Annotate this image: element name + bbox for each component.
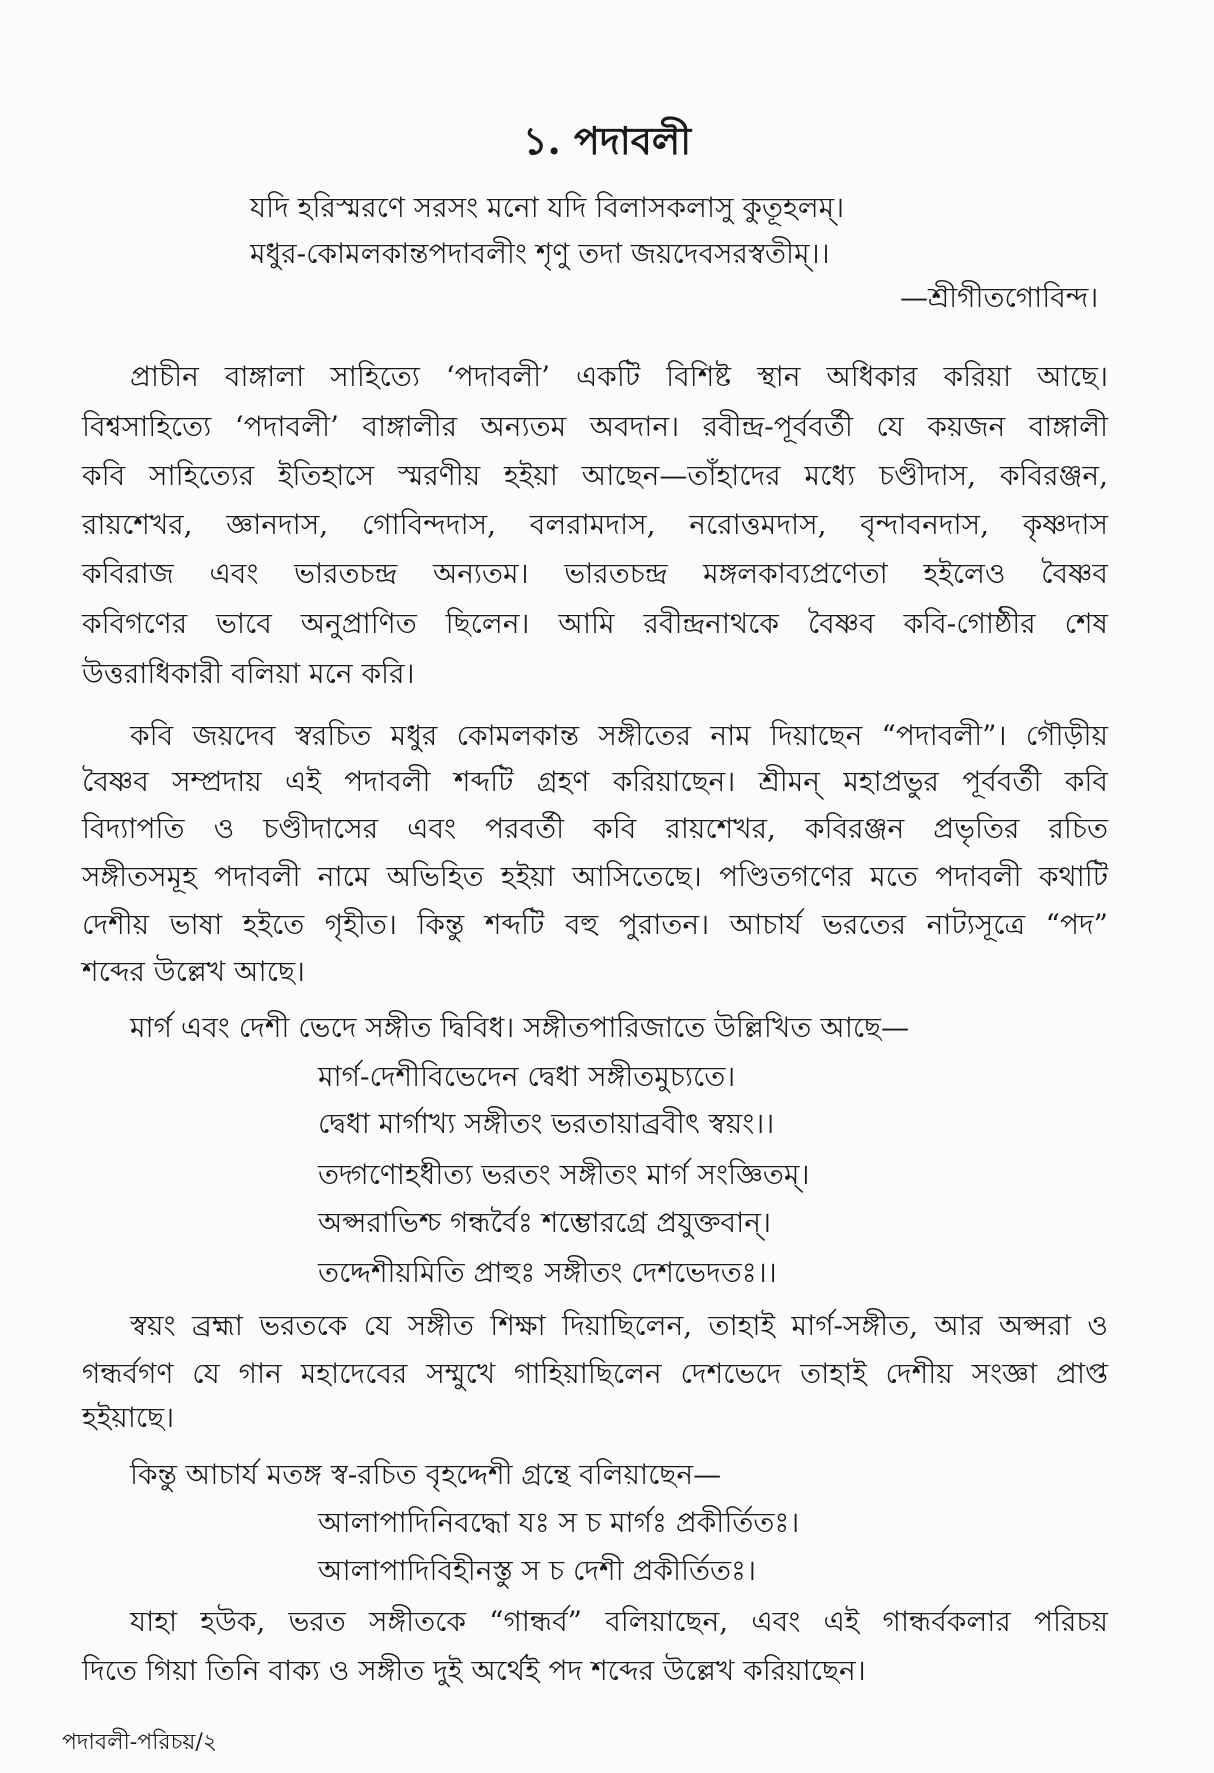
sloka-line: তদ্গণোহধীত্য ভরতং সঙ্গীতং মার্গ সংজ্ঞিতম্। bbox=[318, 1158, 810, 1191]
paragraph-line: হইয়াছে। bbox=[82, 1401, 175, 1434]
chapter-title: ১. পদাবলী bbox=[522, 118, 692, 163]
paragraph-line: কিন্তু আচার্য মতঙ্গ স্ব-রচিত বৃহদ্দেশী গ্রন্থে বলিয়াছেন— bbox=[130, 1458, 722, 1491]
epigraph-attribution: —শ্রীগীতগোবিন্দ। bbox=[900, 281, 1099, 314]
epigraph-line: মধুর-কোমলকান্তপদাবলীং শৃণু তদা জয়দেবসরস্বতীম্।। bbox=[250, 237, 830, 270]
epigraph-line: যদি হরিস্মরণে সরসং মনো যদি বিলাসকলাসু কুতূহলম্। bbox=[250, 191, 845, 224]
paragraph-line: বৈষ্ণব সম্প্রদায় এই পদাবলী শব্দটি গ্রহণ করিয়াছেন। শ্রীমন্ মহাপ্রভুর পূর্ববর্তী কবি bbox=[82, 765, 1108, 798]
paragraph-line: কবিরাজ এবং ভারতচন্দ্র অন্যতম। ভারতচন্দ্র মঙ্গলকাব্যপ্রণেতা হইলেও বৈষ্ণব bbox=[82, 557, 1108, 590]
paragraph-line: স্বয়ং ব্রহ্মা ভরতকে যে সঙ্গীত শিক্ষা দিয়াছিলেন, তাহাই মার্গ-সঙ্গীত, আর অপ্সরা ও bbox=[130, 1309, 1108, 1342]
paragraph-line: গন্ধর্বগণ যে গান মহাদেবের সম্মুখে গাহিয়াছিলেন দেশভেদে তাহাই দেশীয় সংজ্ঞা প্রাপ্ত bbox=[82, 1357, 1108, 1390]
paragraph-line: রায়শেখর, জ্ঞানদাস, গোবিন্দদাস, বলরামদাস, নরোত্তমদাস, বৃন্দাবনদাস, কৃষ্ণদাস bbox=[82, 508, 1108, 541]
paragraph-line: যাহা হউক, ভরত সঙ্গীতকে “গান্ধর্ব” বলিয়াছেন, এবং এই গান্ধর্বকলার পরিচয় bbox=[130, 1605, 1108, 1638]
paragraph-line: প্রাচীন বাঙ্গালা সাহিত্যে ‘পদাবলী’ একটি বিশিষ্ট স্থান অধিকার করিয়া আছে। bbox=[130, 360, 1108, 393]
paragraph-line: মার্গ এবং দেশী ভেদে সঙ্গীত দ্বিবিধ। সঙ্গীতপারিজাতে উল্লিখিত আছে— bbox=[130, 1011, 910, 1044]
paragraph-line: উত্তরাধিকারী বলিয়া মনে করি। bbox=[82, 657, 415, 690]
paragraph-line: বিশ্বসাহিত্যে ‘পদাবলী’ বাঙ্গালীর অন্যতম অবদান। রবীন্দ্র-পূর্ববর্তী যে কয়জন বাঙ্গালী bbox=[82, 410, 1108, 443]
page-footer: পদাবলী-পরিচয়/২ bbox=[62, 1730, 218, 1755]
sloka-line: দ্বেধা মার্গাখ্য সঙ্গীতং ভরতায়াব্রবীৎ স্বয়ং।। bbox=[318, 1107, 775, 1140]
sloka-line: মার্গ-দেশীবিভেদেন দ্বেধা সঙ্গীতমুচ্যতে। bbox=[318, 1060, 736, 1093]
paragraph-line: শব্দের উল্লেখ আছে। bbox=[82, 955, 305, 988]
paragraph-line: সঙ্গীতসমূহ পদাবলী নামে অভিহিত হইয়া আসিতেছে। পণ্ডিতগণের মতে পদাবলী কথাটি bbox=[82, 860, 1108, 893]
sloka-line: আলাপাদিনিবদ্ধো যঃ স চ মার্গঃ প্রকীর্তিতঃ। bbox=[318, 1506, 800, 1539]
paragraph-line: কবিগণের ভাবে অনুপ্রাণিত ছিলেন। আমি রবীন্দ্রনাথকে বৈষ্ণব কবি-গোষ্ঠীর শেষ bbox=[82, 607, 1108, 640]
sloka-line: আলাপাদিবিহীনস্তু স চ দেশী প্রকীর্তিতঃ। bbox=[318, 1554, 756, 1587]
sloka-line: অপ্সরাভিশ্চ গন্ধর্বৈঃ শম্ভোরগ্রে প্রযুক্তবান্। bbox=[318, 1206, 771, 1239]
paragraph-line: কবি সাহিত্যের ইতিহাসে স্মরণীয় হইয়া আছেন—তাঁহাদের মধ্যে চণ্ডীদাস, কবিরঞ্জন, bbox=[82, 459, 1108, 492]
sloka-line: তদ্দেশীয়মিতি প্রাহুঃ সঙ্গীতং দেশভেদতঃ।। bbox=[318, 1256, 777, 1289]
paragraph-line: কবি জয়দেব স্বরচিত মধুর কোমলকান্ত সঙ্গীতের নাম দিয়াছেন “পদাবলী”। গৌড়ীয় bbox=[130, 719, 1108, 752]
paragraph-line: বিদ্যাপতি ও চণ্ডীদাসের এবং পরবর্তী কবি রায়শেখর, কবিরঞ্জন প্রভৃতির রচিত bbox=[82, 812, 1108, 845]
paragraph-line: দিতে গিয়া তিনি বাক্য ও সঙ্গীত দুই অর্থেই পদ শব্দের উল্লেখ করিয়াছেন। bbox=[82, 1654, 866, 1687]
paragraph-line: দেশীয় ভাষা হইতে গৃহীত। কিন্তু শব্দটি বহু পুরাতন। আচার্য ভরতের নাট্যসূত্রে “পদ” bbox=[82, 908, 1108, 941]
